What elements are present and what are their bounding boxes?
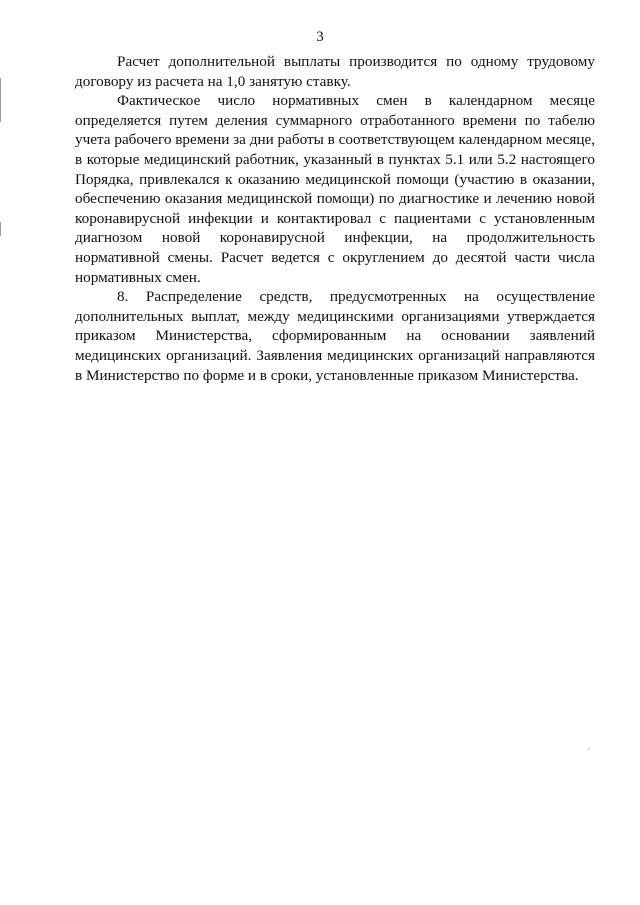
paragraph-normative-shifts: Фактическое число нормативных смен в календарном месяце определяется путем деления суммарного отработанного времени по табелю учета рабочего времени за дни работы в соответствующем календарном месяце, в которые медицинский работник, указанный в пунктах 5.1 или 5.2 настоящего Порядка, привлекался к оказанию медицинской помощи (участию в оказании, обеспечению оказания медицинской помощи) по диагностике и лечению новой коронавирусной инфекции и контактировал с пациентами с установленным диагнозом новой коронавирусной инфекции, на продолжительность нормативной смены. Расчет ведется с округлением до десятой части числа нормативных смен. (75, 92, 595, 286)
scan-speck (588, 748, 590, 750)
scan-margin-mark-bottom (0, 222, 1, 236)
page-number: 3 (316, 29, 324, 45)
scan-margin-mark-top (0, 78, 1, 122)
document-body (75, 52, 595, 385)
paragraph-fund-distribution: 8. Распределение средств, предусмотренных на осуществление дополнительных выплат, между медицинскими организациями утверждается приказом Министерства, сформированным на основании заявлений медицинских организаций. Заявления медицинских организаций направляются в Министерство по форме и в сроки, установленные приказом Министерства. (75, 288, 595, 384)
paragraph-calculation-basis: Расчет дополнительной выплаты производится по одному трудовому договору из расчета на 1,0 занятую ставку. (75, 53, 595, 90)
